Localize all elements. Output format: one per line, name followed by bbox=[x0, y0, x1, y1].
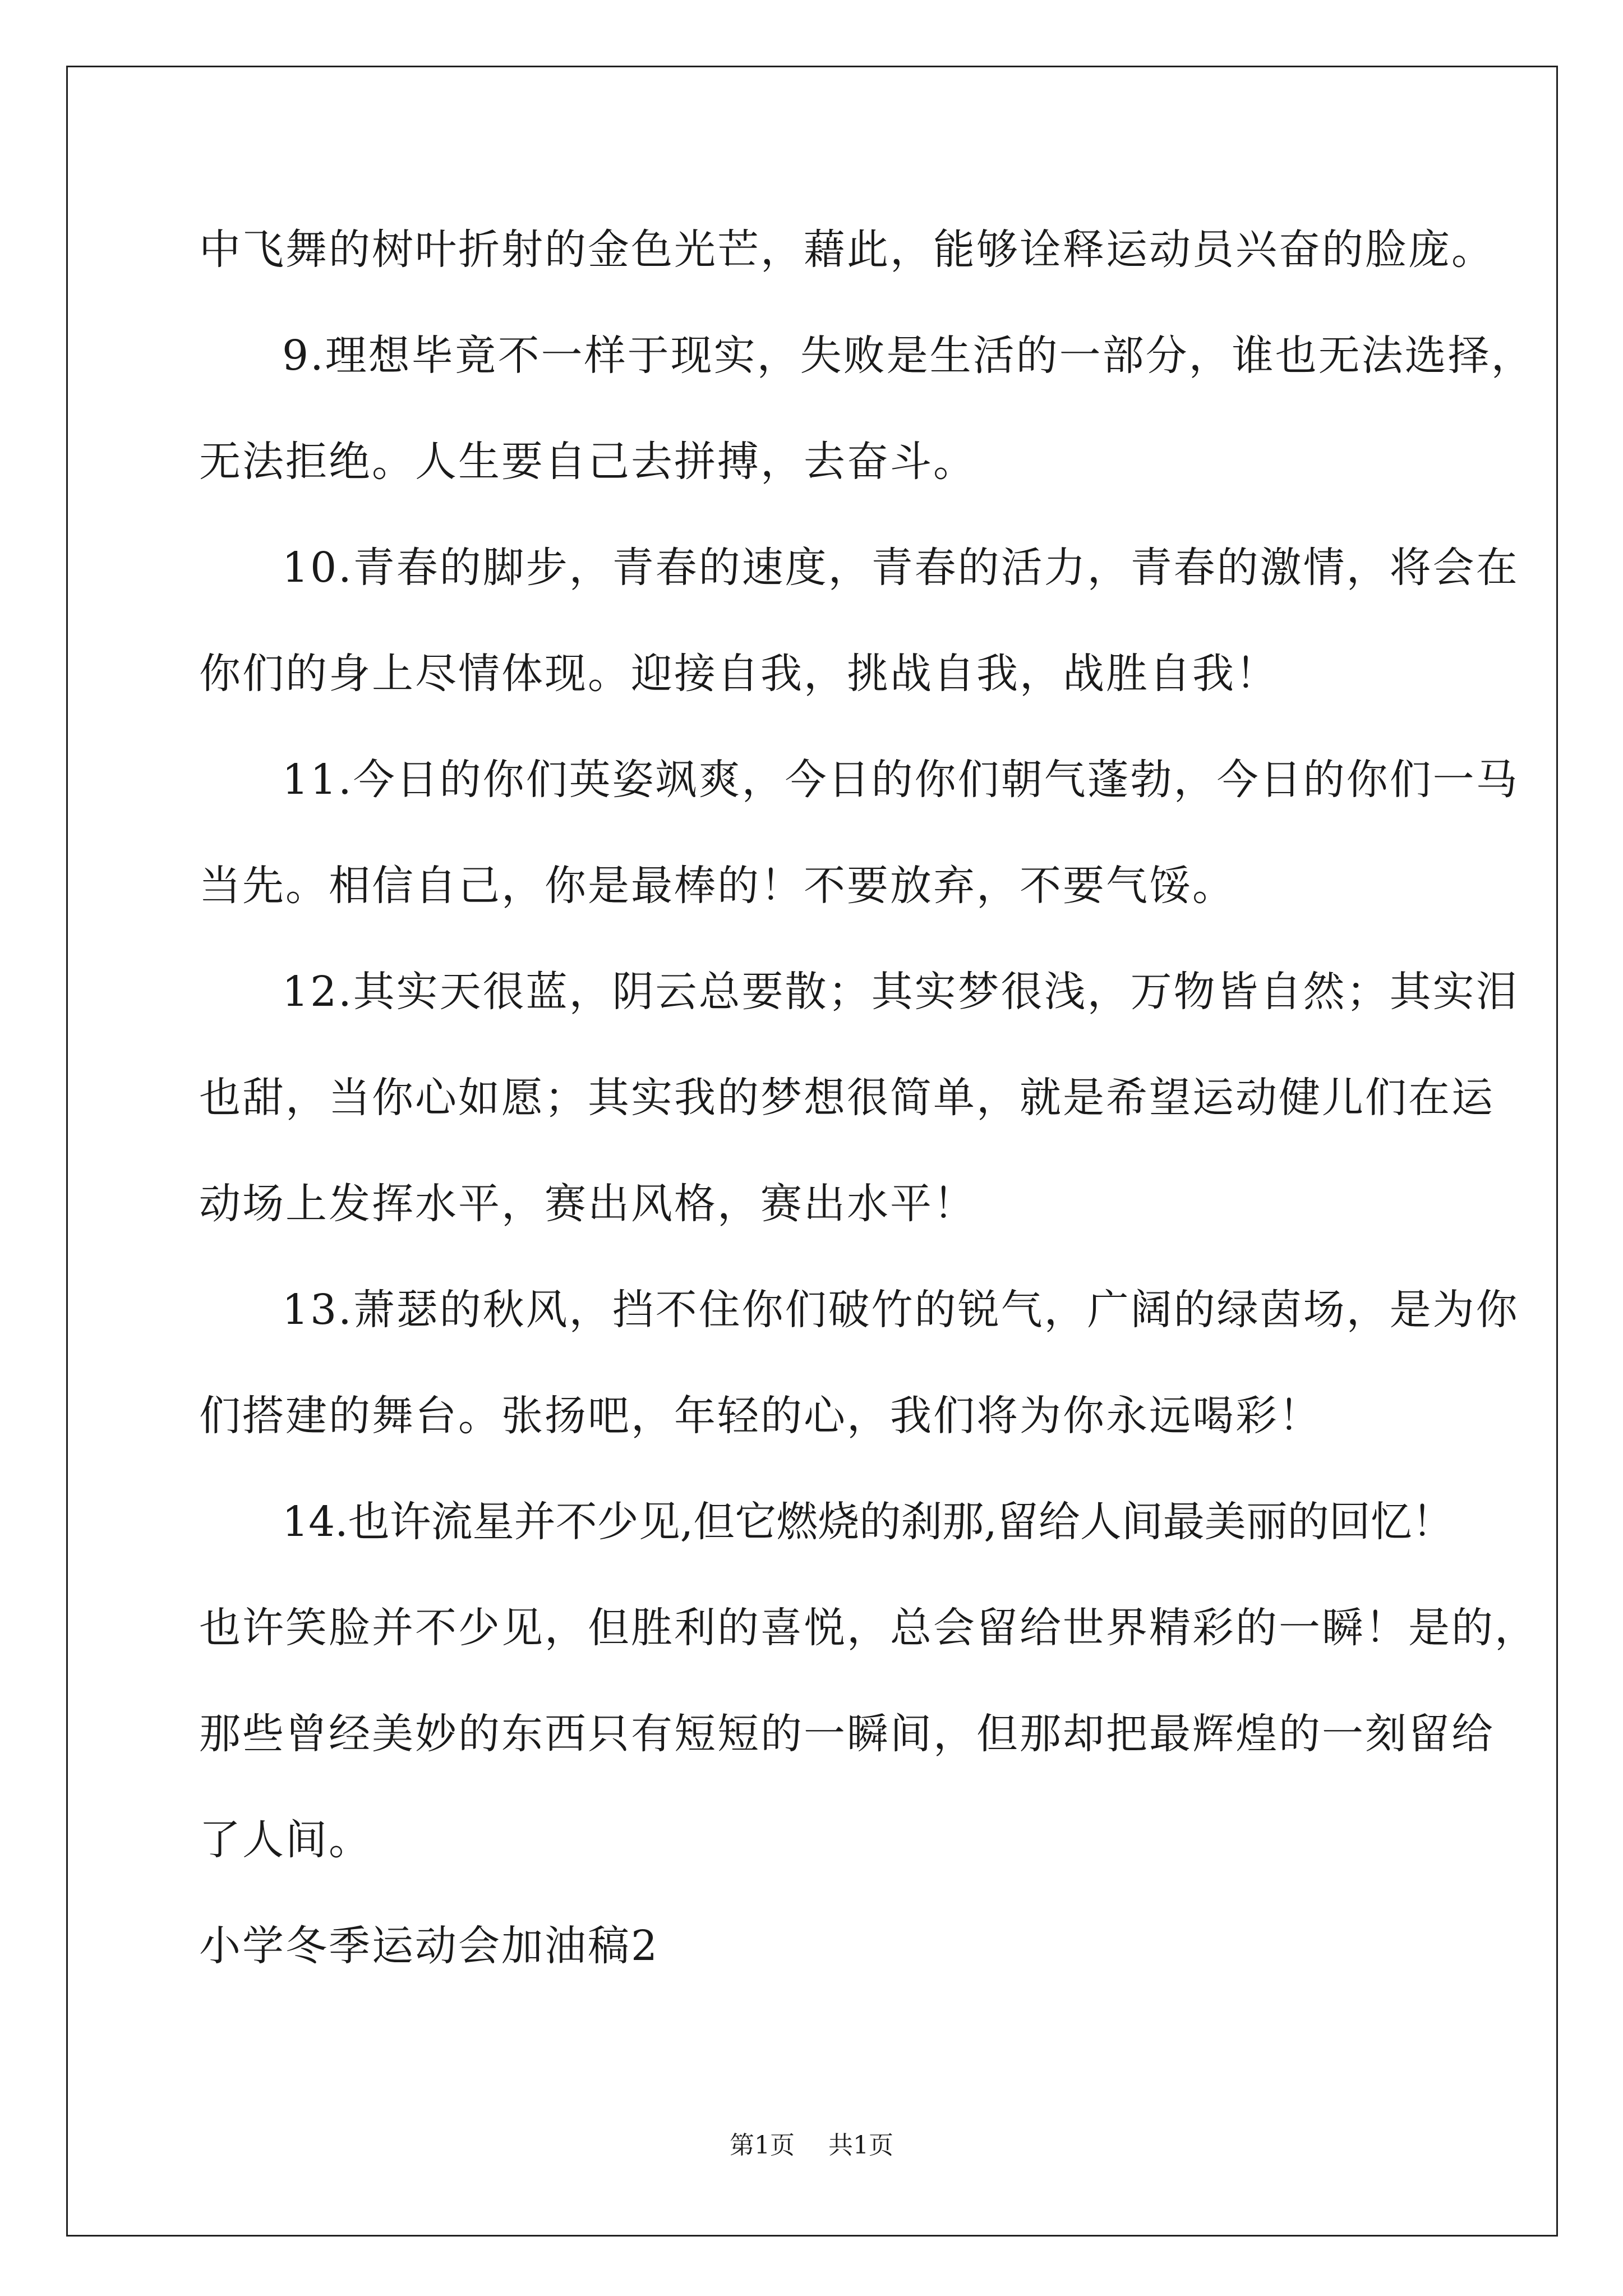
text-line: 也许笑脸并不少见，但胜利的喜悦，总会留给世界精彩的一瞬！是的， bbox=[199, 1604, 1538, 1652]
text-line: 9.理想毕竟不一样于现实，失败是生活的一部分，谁也无法选择， bbox=[282, 332, 1534, 380]
page-footer bbox=[0, 2129, 1623, 2162]
text-line: 了人间。 bbox=[199, 1816, 372, 1864]
text-line: 14.也许流星并不少见,但它燃烧的刹那,留给人间最美丽的回忆！ bbox=[282, 1498, 1454, 1546]
text-line: 那些曾经美妙的东西只有短短的一瞬间，但那却把最辉煌的一刻留给 bbox=[199, 1710, 1495, 1758]
text-line: 也甜，当你心如愿；其实我的梦想很简单，就是希望运动健儿们在运 bbox=[199, 1074, 1495, 1122]
text-line: 中飞舞的树叶折射的金色光芒，藉此，能够诠释运动员兴奋的脸庞。 bbox=[199, 226, 1495, 274]
text-line: 你们的身上尽情体现。迎接自我，挑战自我，战胜自我！ bbox=[199, 650, 1279, 698]
page-border bbox=[66, 66, 1558, 2237]
text-line: 11.今日的你们英姿飒爽，今日的你们朝气蓬勃，今日的你们一马 bbox=[282, 756, 1519, 804]
text-line: 们搭建的舞台。张扬吧，年轻的心，我们将为你永远喝彩！ bbox=[199, 1392, 1322, 1440]
page-number: 第1页 bbox=[730, 2131, 795, 2160]
text-line: 动场上发挥水平，赛出风格，赛出水平！ bbox=[199, 1180, 976, 1228]
text-line: 无法拒绝。人生要自己去拼搏，去奋斗。 bbox=[199, 438, 976, 486]
text-line: 12.其实天很蓝，阴云总要散；其实梦很浅，万物皆自然；其实泪 bbox=[282, 968, 1519, 1016]
page-total: 共1页 bbox=[828, 2131, 893, 2160]
section-heading: 小学冬季运动会加油稿2 bbox=[199, 1922, 660, 1970]
text-line: 13.萧瑟的秋风，挡不住你们破竹的锐气，广阔的绿茵场，是为你 bbox=[282, 1286, 1519, 1334]
text-line: 10.青春的脚步，青春的速度，青春的活力，青春的激情，将会在 bbox=[282, 544, 1519, 592]
text-line: 当先。相信自己，你是最棒的！不要放弃，不要气馁。 bbox=[199, 862, 1235, 910]
